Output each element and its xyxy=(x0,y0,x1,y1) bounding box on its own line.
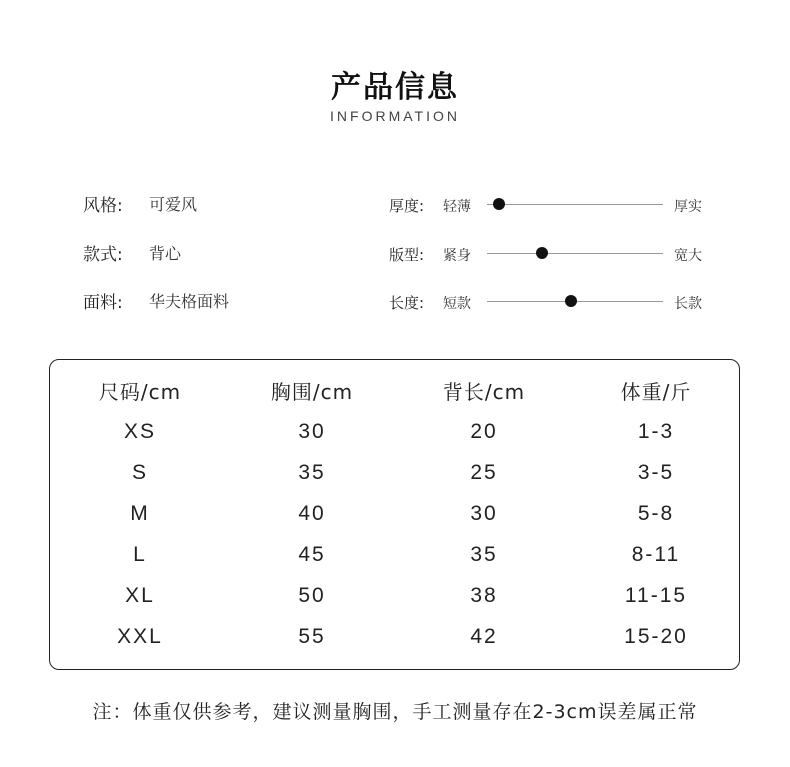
table-row xyxy=(50,461,741,491)
thickness-slider xyxy=(389,193,719,217)
table-cell: XS xyxy=(123,420,156,443)
table-cell: 50 xyxy=(298,584,326,607)
slider-min-label: 短款 xyxy=(443,296,471,312)
table-cell: 40 xyxy=(298,502,326,525)
length-slider xyxy=(389,290,719,314)
info-fabric-row xyxy=(83,288,229,312)
slider-min-label: 轻薄 xyxy=(443,199,471,215)
table-row xyxy=(50,543,741,573)
table-cell: 25 xyxy=(470,461,498,484)
table-cell: 45 xyxy=(298,543,326,566)
slider-max-label: 厚实 xyxy=(674,199,702,215)
table-header-row xyxy=(50,376,741,406)
page-title: 产品信息 xyxy=(331,70,459,105)
table-header-cell: 胸围/cm xyxy=(270,380,354,404)
table-cell: 3-5 xyxy=(637,461,675,484)
slider-indicator xyxy=(493,198,505,210)
slider-label: 厚度: xyxy=(389,197,425,215)
table-cell: 20 xyxy=(470,420,498,443)
table-cell: XXL xyxy=(117,625,163,648)
table-cell: 38 xyxy=(470,584,498,607)
table-cell: S xyxy=(131,461,148,484)
table-cell: 55 xyxy=(298,625,326,648)
info-label: 款式: xyxy=(83,244,123,265)
table-row xyxy=(50,420,741,450)
table-header-cell: 尺码/cm xyxy=(98,380,182,404)
slider-indicator xyxy=(536,247,548,259)
table-cell: 42 xyxy=(470,625,498,648)
fit-slider xyxy=(389,242,719,266)
table-cell: 11-15 xyxy=(624,584,688,607)
info-style-row xyxy=(83,191,197,215)
info-type-row xyxy=(83,240,181,264)
table-cell: L xyxy=(133,543,147,566)
table-cell: XL xyxy=(125,584,155,607)
table-cell: 35 xyxy=(470,543,498,566)
size-table xyxy=(49,359,740,670)
slider-track xyxy=(487,253,663,254)
slider-indicator xyxy=(565,295,577,307)
table-cell: 30 xyxy=(298,420,326,443)
table-cell: 5-8 xyxy=(637,502,675,525)
table-cell: 1-3 xyxy=(637,420,675,443)
table-cell: 35 xyxy=(298,461,326,484)
slider-track xyxy=(487,204,663,205)
info-label: 风格: xyxy=(83,195,123,216)
table-cell: M xyxy=(130,502,150,525)
slider-label: 版型: xyxy=(389,246,425,264)
page-subtitle: INFORMATION xyxy=(330,108,460,124)
table-header-cell: 背长/cm xyxy=(442,380,526,404)
info-value: 可爱风 xyxy=(149,194,198,214)
table-row xyxy=(50,502,741,532)
table-cell: 15-20 xyxy=(624,625,688,648)
table-cell: 8-11 xyxy=(631,543,681,566)
info-label: 面料: xyxy=(83,292,123,313)
slider-min-label: 紧身 xyxy=(443,248,471,264)
slider-max-label: 宽大 xyxy=(674,248,702,264)
table-header-cell: 体重/斤 xyxy=(620,380,692,404)
slider-label: 长度: xyxy=(389,294,425,312)
measurement-note: 注：体重仅供参考，建议测量胸围，手工测量存在2-3cm误差属正常 xyxy=(92,701,698,723)
table-row xyxy=(50,584,741,614)
table-cell: 30 xyxy=(470,502,498,525)
info-value: 背心 xyxy=(149,243,182,263)
table-row xyxy=(50,625,741,655)
slider-max-label: 长款 xyxy=(674,296,702,312)
info-value: 华夫格面料 xyxy=(149,291,230,311)
